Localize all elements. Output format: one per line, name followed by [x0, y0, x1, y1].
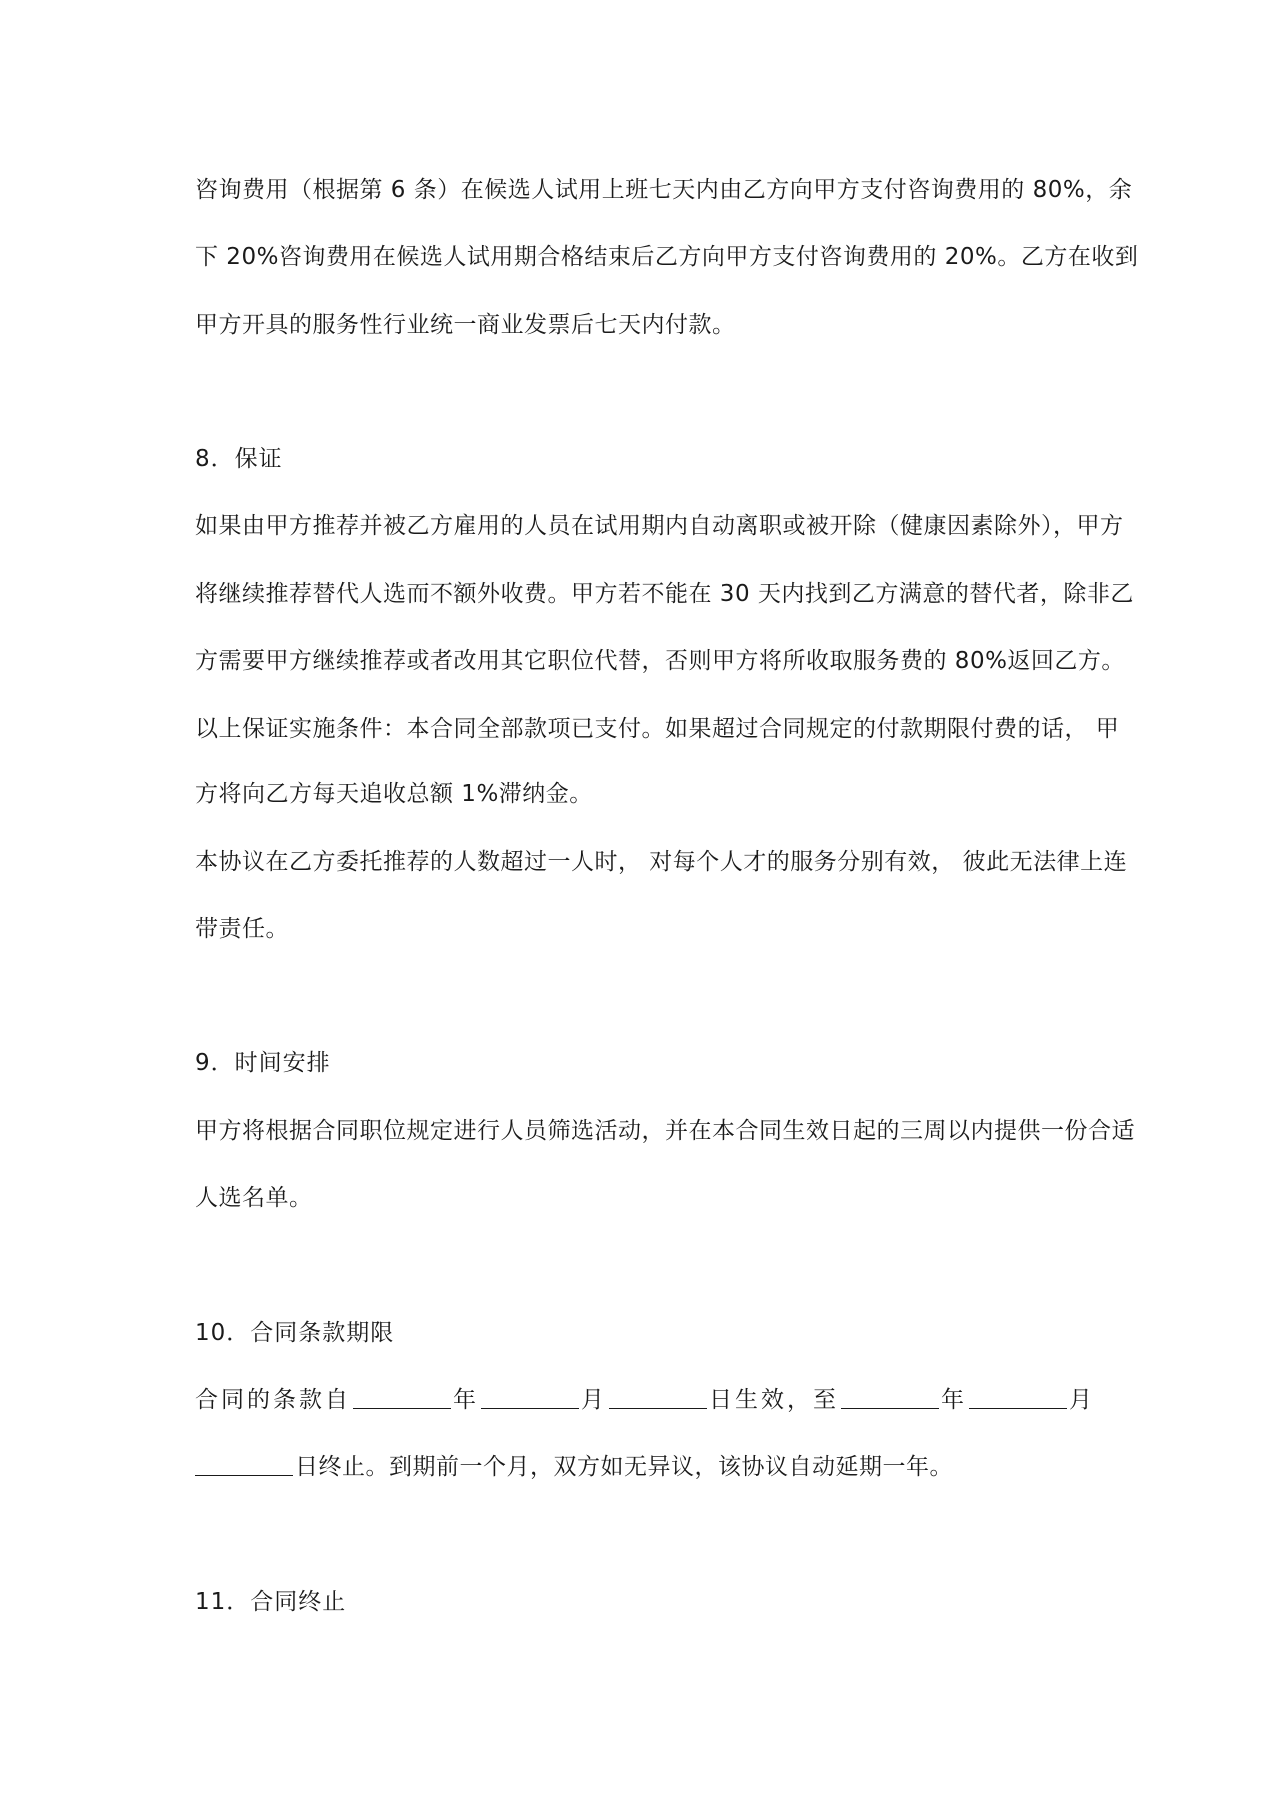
start-month-blank: [481, 1384, 579, 1409]
start-day-label: 日生效，至: [709, 1387, 839, 1413]
section10-line-2: [195, 1451, 1095, 1483]
section8-line-5: 方将向乙方每天追收总额 1%滞纳金。: [195, 781, 593, 807]
section8-heading: 8．保证: [195, 446, 283, 472]
section10-line-1: [195, 1384, 1095, 1416]
section8-line-4: 以上保证实施条件：本合同全部款项已支付。如果超过合同规定的付款期限付费的话， 甲: [195, 716, 1120, 742]
section9-line-2: 人选名单。: [195, 1185, 313, 1211]
start-month-label: 月: [581, 1387, 607, 1413]
section8-line-1: 如果由甲方推荐并被乙方雇用的人员在试用期内自动离职或被开除（健康因素除外），甲方: [195, 513, 1124, 539]
end-year-label: 年: [941, 1387, 967, 1413]
end-day-blank: [195, 1451, 293, 1476]
section7-line-3: 甲方开具的服务性行业统一商业发票后七天内付款。: [195, 312, 736, 338]
term-prefix: 合同的条款自: [195, 1387, 351, 1413]
end-year-blank: [841, 1384, 939, 1409]
section8-line-2: 将继续推荐替代人选而不额外收费。甲方若不能在 30 天内找到乙方满意的替代者，除非乙: [195, 581, 1134, 607]
section9-heading: 9．时间安排: [195, 1050, 331, 1076]
start-day-blank: [609, 1384, 707, 1409]
section8-line-3: 方需要甲方继续推荐或者改用其它职位代替，否则甲方将所收取服务费的 80%返回乙方。: [195, 648, 1125, 674]
section7-line-1: 咨询费用（根据第 6 条）在候选人试用上班七天内由乙方向甲方支付咨询费用的 80%，余: [195, 177, 1133, 203]
section9-line-1: 甲方将根据合同职位规定进行人员筛选活动，并在本合同生效日起的三周以内提供一份合适: [195, 1118, 1135, 1144]
section7-line-2: 下 20%咨询费用在候选人试用期合格结束后乙方向甲方支付咨询费用的 20%。乙方在收到: [195, 244, 1139, 270]
section8-line-6: 本协议在乙方委托推荐的人数超过一人时， 对每个人才的服务分别有效， 彼此无法律上连: [195, 849, 1128, 875]
end-month-blank: [969, 1384, 1067, 1409]
section10-heading: 10．合同条款期限: [195, 1320, 395, 1346]
end-day-text: 日终止。到期前一个月，双方如无异议，该协议自动延期一年。: [295, 1454, 953, 1480]
section11-heading: 11．合同终止: [195, 1589, 347, 1615]
section8-line-7: 带责任。: [195, 916, 289, 942]
end-month-label: 月: [1069, 1387, 1095, 1413]
start-year-label: 年: [453, 1387, 479, 1413]
start-year-blank: [353, 1384, 451, 1409]
